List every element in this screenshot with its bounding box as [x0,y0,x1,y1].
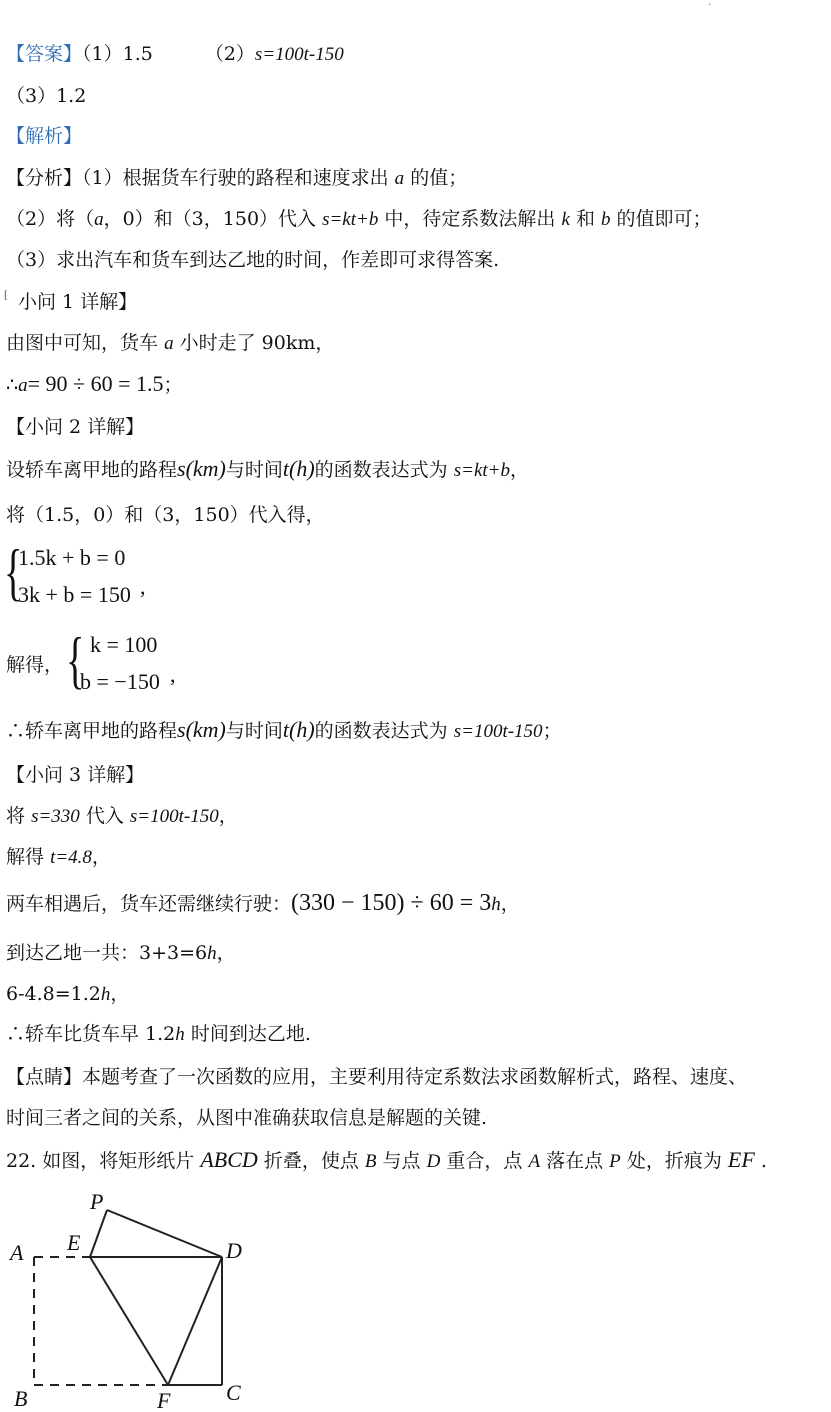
q3-line-1 [6,804,238,829]
system-row: 3k + b = 150 [18,582,131,607]
analysis-text: 和 [575,208,595,230]
s-km: s(km) [177,717,226,742]
answer-part-2-expr: s=100t-150 [254,44,344,65]
segment-FD [168,1257,222,1385]
left-brace: { [4,536,23,607]
q3-text: 将 [6,805,26,827]
var-b: b [601,209,611,230]
q1-text: ； [163,374,183,396]
q1-heading: 小问 1 详解】 [18,291,138,313]
unit-h: h [100,984,111,1005]
equation: s=330 [31,806,80,827]
analysis-text: 中，待定系数法解出 [384,208,556,230]
label-A: A [10,1240,24,1265]
comment-line-1: 【点睛】本题考查了一次函数的应用，主要利用待定系数法求函数解析式，路程、速度、 [6,1066,748,1088]
folded-rectangle-figure [0,1182,260,1412]
comment-line-2: 时间三者之间的关系，从图中准确获取信息是解题的关键. [6,1107,488,1129]
unit-h: h [207,943,217,964]
label-P: P [90,1189,104,1214]
q2-final-line [6,718,562,744]
system-row: 1.5k + b = 0 [18,545,126,570]
q2-text: ∴轿车离甲地的路程 [6,720,178,742]
q3-text: 到达乙地一共：3+3=6 [6,942,208,964]
system-row: k = 100 [90,632,158,657]
var-a: a [94,209,104,230]
q3-line-2 [6,845,111,870]
q2-text: ， [509,459,529,481]
scan-mark: · [708,0,712,11]
label-C: C [226,1380,241,1405]
equation: t=4.8 [50,847,92,868]
analysis-label: 【解析】 [6,125,83,147]
answer-part-1: （1）1.5 [82,43,153,65]
q3-line-4 [6,941,236,966]
q2-text: 与时间 [225,720,283,742]
corner-mark: [ [4,290,8,301]
equation: s=kt+b [453,460,510,481]
point-name: B [364,1151,377,1172]
q2-text: 的函数表达式为 [314,459,448,481]
var-a: a [18,375,28,396]
var-k: k [561,209,570,230]
q3-text: ， [110,983,130,1005]
q3-text: 两车相遇后，货车还需继续行驶： [6,893,292,915]
q3-text: ， [218,805,238,827]
q2-text: 设轿车离甲地的路程 [6,459,178,481]
equation: s=100t-150 [453,721,543,742]
therefore-symbol: ∴ [6,374,19,396]
q2-line-1 [6,457,529,483]
problem-text: 折叠，使点 [263,1150,359,1172]
label-B: B [14,1386,28,1411]
q3-text: 代入 [85,805,124,827]
equation: s=100t-150 [129,806,219,827]
q3-text: ， [216,942,236,964]
q3-text: 时间到达乙地. [190,1023,311,1045]
answer-line-2 [6,84,86,108]
var-a: a [394,168,405,189]
q1-text: 由图中可知，货车 [6,332,159,354]
q1-line-2 [6,372,183,398]
equation: (330 − 150) ÷ 60 = 3 [291,890,492,916]
point-name: D [426,1151,441,1172]
q1-text: 小时走了 90km， [179,332,335,354]
q3-text: 6-4.8=1.2 [6,983,101,1005]
analysis-line-1 [6,166,467,191]
analysis-line-2 [6,207,712,232]
solve-label: 解得， [6,654,64,676]
unit-h: h [175,1024,185,1045]
segment-PD [107,1210,222,1257]
label-D: D [226,1238,242,1263]
left-brace: { [66,624,85,695]
problem-text: . [760,1150,767,1172]
analysis-text: 的值即可； [616,208,712,230]
label-F: F [157,1388,171,1412]
system-comma: , [170,662,176,687]
analysis-line-3: （3）求出汽车和货车到达乙地的时间，作差即可求得答案. [6,249,500,271]
answer-part-2-prefix: （2） [204,43,255,65]
q3-text: 解得 [6,846,45,868]
problem-22-statement [6,1148,767,1174]
q2-text: 的函数表达式为 [314,720,448,742]
analysis-text: 的值； [410,167,468,189]
label-E: E [67,1230,81,1255]
equation: s=kt+b [322,209,379,230]
q2-heading: 【小问 2 详解】 [6,416,145,438]
q3-heading: 【小问 3 详解】 [6,764,145,786]
problem-text: 22. 如图，将矩形纸片 [6,1150,195,1172]
answer-label: 【答案】 [6,43,83,65]
analysis-text: （2）将（ [6,208,95,230]
answer-part-3: （3）1.2 [6,85,87,107]
t-h: t(h) [282,717,315,742]
analysis-text: 【分析】（1）根据货车行驶的路程和速度求出 [6,167,389,189]
segment-EP [90,1210,107,1257]
rect-name: ABCD [200,1147,258,1172]
problem-text: 落在点 [546,1150,604,1172]
s-km: s(km) [177,456,226,481]
crease-name: EF [727,1147,755,1172]
q3-line-3 [6,891,520,917]
q2-line-2: 将（1.5，0）和（3，150）代入得， [6,504,325,526]
problem-text: 与点 [382,1150,421,1172]
problem-text: 重合，点 [446,1150,523,1172]
system-row: b = −150 [80,669,160,694]
q3-line-5 [6,982,129,1007]
q3-text: ， [500,893,520,915]
equation: = 90 ÷ 60 = 1.5 [27,371,164,396]
q2-text: ； [542,720,562,742]
point-name: P [609,1151,621,1172]
q3-line-6 [6,1022,311,1047]
var-a: a [164,333,174,354]
q2-text: 与时间 [225,459,283,481]
unit-h: h [491,894,501,915]
point-name: A [528,1151,541,1172]
q3-text: ∴轿车比货车早 1.2 [6,1023,176,1045]
analysis-text: ，0）和（3，150）代入 [103,208,317,230]
problem-text: 处，折痕为 [626,1150,722,1172]
answer-line-1 [6,42,344,67]
segment-EF [90,1257,168,1385]
system-comma: , [140,574,146,599]
q1-line-1 [6,331,334,356]
t-h: t(h) [282,456,315,481]
q3-text: ， [91,846,111,868]
